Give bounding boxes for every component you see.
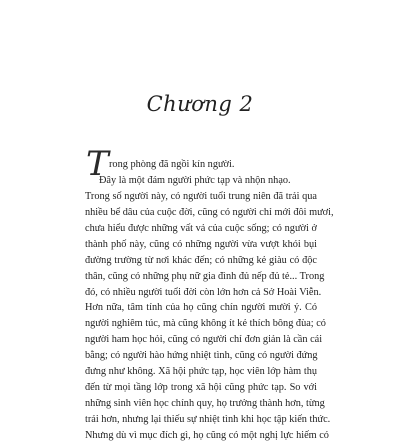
body-paragraph (85, 157, 334, 444)
text-line: những sinh viên học chính quy, họ trưởng thành hơn, từng (85, 398, 325, 410)
text-line: bằng; có người hào hứng nhiệt tình, cũng có người đứng (85, 350, 318, 362)
text-line: Đây là một đám người phức tạp và nhộn nhạo. (99, 174, 291, 186)
chapter-title: Chương 2 (146, 92, 254, 116)
text-line: thân, cũng có những phụ nữ gia đình đủ nếp đủ tẻ... Trong (85, 270, 325, 282)
text-line: đường trường từ nơi khác đến; có những kẻ giàu có độc (85, 254, 317, 266)
text-line: Trong số người này, có người tuổi trung niên đã trải qua (85, 190, 317, 202)
text-line: nhiều bể dâu của cuộc đời, cũng có người chỉ mới đôi mươi, (85, 206, 334, 218)
text-line: trải hơn, nhưng lại thiếu sự nhiệt tình khi học tập kiến thức. (85, 414, 331, 425)
dropcap-letter: T (86, 144, 109, 184)
text-line: đến từ mọi tầng lớp trong xã hội cũng phức tạp. So với (85, 382, 317, 394)
text-line: chưa hiểu được những vất vả của cuộc sống; có người ở (85, 222, 317, 234)
text-line: rong phòng đã ngồi kín người. (109, 159, 235, 170)
text-line: người nghiêm túc, mà cũng không ít kẻ thích bông đùa; có (85, 318, 326, 330)
text-line: Hơn nữa, tâm tính của họ cũng chín người mười ý. Có (85, 302, 317, 314)
text-line: Nhưng dù vì mục đích gì, họ cũng có một nghị lực hiếm có (85, 429, 329, 441)
text-line: đưng như không. Xã hội phức tạp, học viên lớp hàm thụ (85, 366, 317, 378)
text-line: đó, có nhiều người tuổi đời còn lớn hơn cả Sở Hoài Viễn. (85, 286, 322, 298)
text-line: người ham học hỏi, cũng có người chỉ đơn giản là cần cái (85, 334, 323, 346)
text-line: thành phố này, cũng có những người vừa vượt khói bụi (85, 238, 317, 250)
